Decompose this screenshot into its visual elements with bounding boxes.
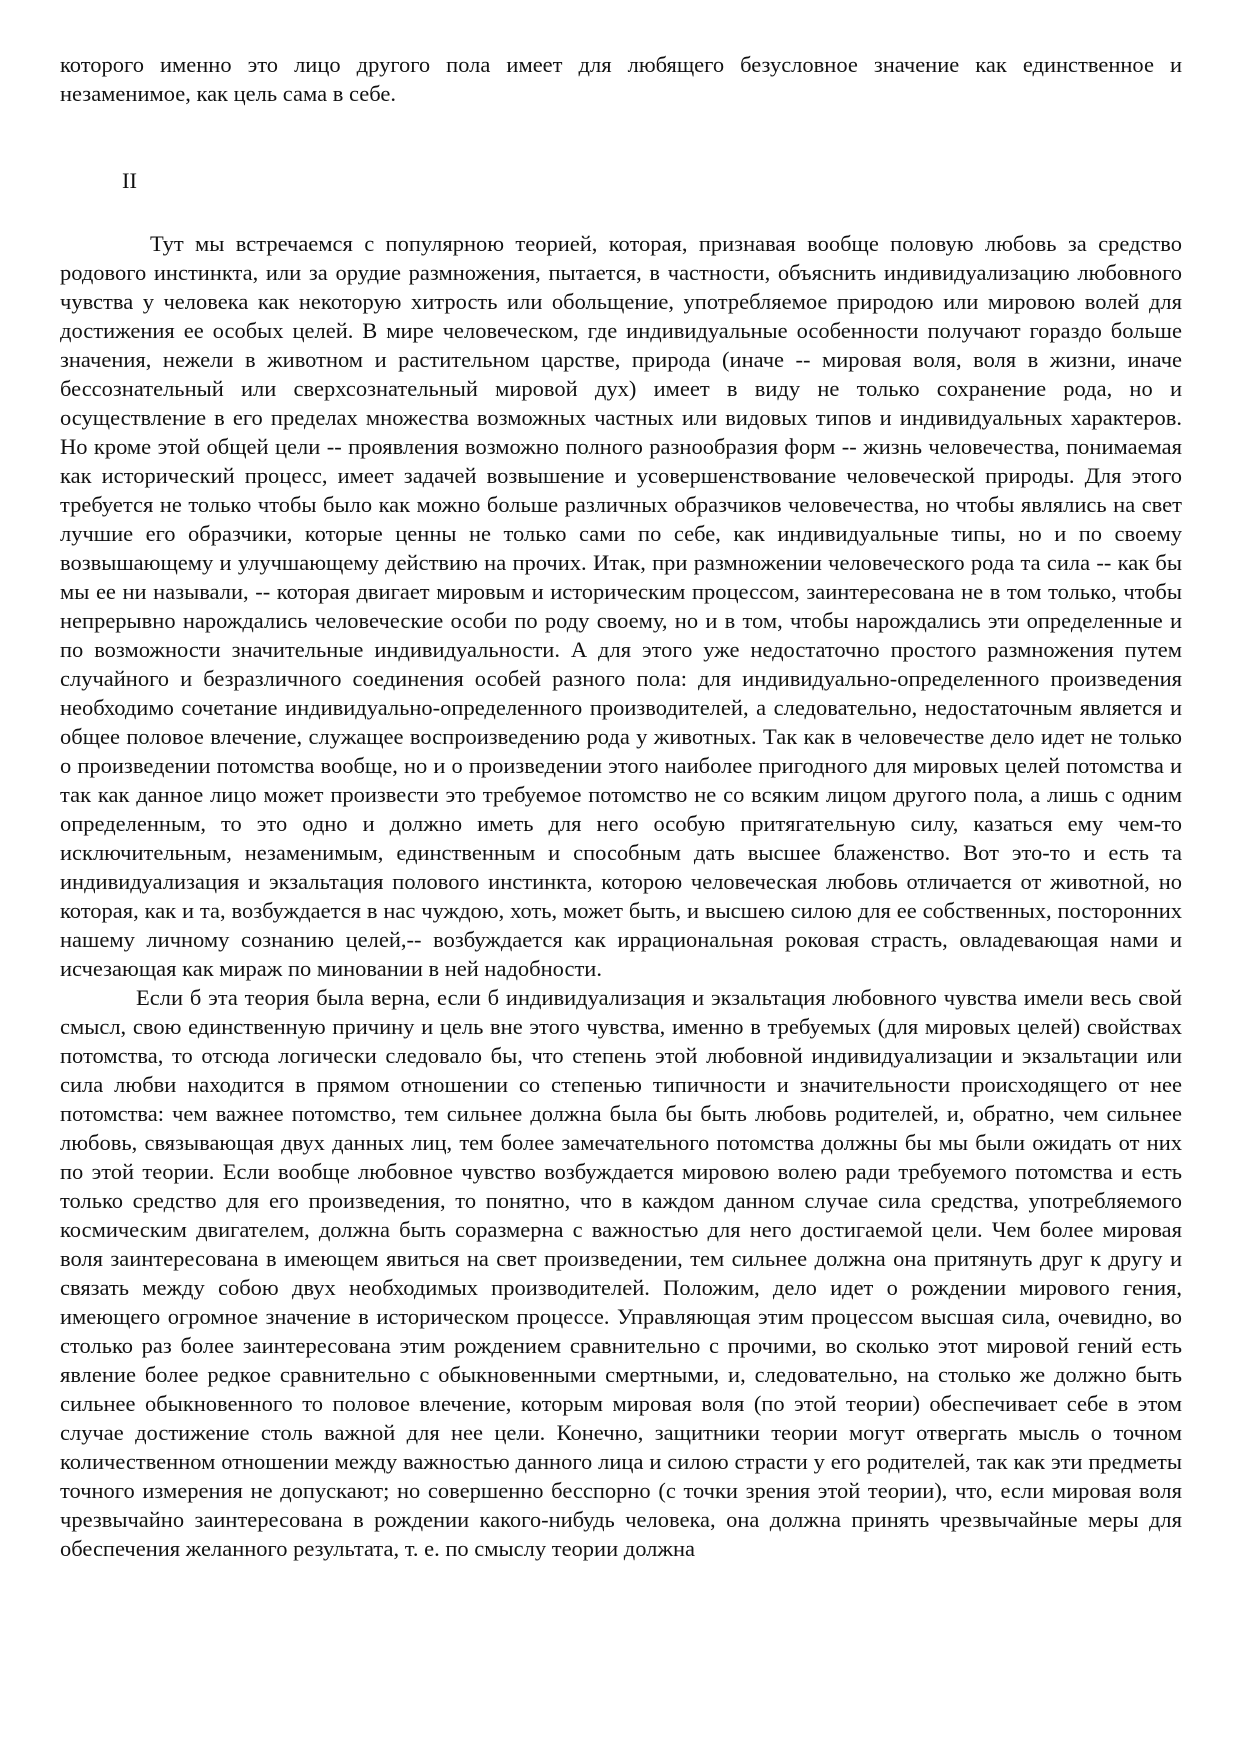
body-paragraph: Если б эта теория была верна, если б индивидуализация и экзальтация любовного чувства имели весь свой смысл, свою единственную причину и цель вне этого чувства, именно в требуемых (для мировых целей) свойствах потомства, то отсюда логически следовало бы, что степень этой любовной индивидуализации и экзальтации или сила любви находится в прямом отношении со степенью типичности и значительности происходящего от нее потомства: чем важнее потомство, тем сильнее должна была бы быть любовь родителей, и, обратно, чем сильнее любовь, связывающая двух данных лиц, тем более замечательного потомства должны бы мы были ожидать от них по этой теории. Если вообще любовное чувство возбуждается мировою волею ради требуемого потомства и есть только средство для его произведения, то понятно, что в каждом данном случае сила средства, употребляемого космическим двигателем, должна быть соразмерна с важностью для него достигаемой цели. Чем более мировая воля заинтересована в имеющем явиться на свет произведении, тем сильнее должна она притянуть друг к другу и связать между собою двух необходимых производителей. Положим, дело идет о рождении мирового гения, имеющего огромное значение в историческом процессе. Управляющая этим процессом высшая сила, очевидно, во столько раз более заинтересована этим рождением сравнительно с прочими, во сколько этот мировой гений есть явление более редкое сравнительно с обыкновенными смертными, и, следовательно, на столько же должно быть сильнее обыкновенного то половое влечение, которым мировая воля (по этой теории) обеспечивает себе в этом случае достижение столь важной для нее цели. Конечно, защитники теории могут отвергать мысль о точном количественном отношении между важностью данного лица и силою страсти у его родителей, так как эти предметы точного измерения не допускают; но совершенно бесспорно (с точки зрения этой теории), что, если мировая воля чрезвычайно заинтересована в рождении какого-нибудь человека, она должна принять чрезвычайные меры для обеспечения желанного результата, т. е. по смыслу теории должна [60, 985, 1182, 1561]
section-number: II [122, 168, 137, 193]
body-paragraph: Тут мы встречаемся с популярною теорией, которая, признавая вообще половую любовь за средство родового инстинкта, или за орудие размножения, пытается, в частности, объяснить индивидуализацию любовного чувства у человека как некоторую хитрость или обольщение, употребляемое природою или мировою волей для достижения ее особых целей. В мире человеческом, где индивидуальные особенности получают гораздо больше значения, нежели в животном и растительном царстве, природа (иначе -- мировая воля, воля в жизни, иначе бессознательный или сверхсознательный мировой дух) имеет в виду не только сохранение рода, но и осуществление в его пределах множества возможных частных или видовых типов и индивидуальных характеров. Но кроме этой общей цели -- проявления возможно полного разнообразия форм -- жизнь человечества, понимаемая как исторический процесс, имеет задачей возвышение и усовершенствование человеческой природы. Для этого требуется не только чтобы было как можно больше различных образчиков человечества, но чтобы являлись на свет лучшие его образчики, которые ценны не только сами по себе, как индивидуальные типы, но и по своему возвышающему и улучшающему действию на прочих. Итак, при размножении человеческого рода та сила -- как бы мы ее ни называли, -- которая двигает мировым и историческим процессом, заинтересована не в том только, чтобы непрерывно нарождались человеческие особи по роду своему, но и в том, чтобы нарождались эти определенные и по возможности значительные индивидуальности. А для этого уже недостаточно простого размножения путем случайного и безразличного соединения особей разного пола: для индивидуально-определенного произведения необходимо сочетание индивидуально-определенного производителей, а следовательно, недостаточным является и общее половое влечение, служащее воспроизведению рода у животных. Так как в человечестве дело идет не только о произведении потомства вообще, но и о произведении этого наиболее пригодного для мировых целей потомства и так как данное лицо может произвести это требуемое потомство не со всяким лицом другого пола, а лишь с одним определенным, то это одно и должно иметь для него особую притягательную силу, казаться ему чем-то исключительным, незаменимым, единственным и способным дать высшее блаженство. Вот это-то и есть та индивидуализация и экзальтация полового инстинкта, которою человеческая любовь отличается от животной, но которая, как и та, возбуждается в нас чуждою, хоть, может быть, и высшею силою для ее собственных, посторонних нашему личному сознанию целей,-- возбуждается как иррациональная роковая страсть, овладевающая нами и исчезающая как мираж по миновании в ней надобности. [60, 231, 1182, 981]
opening-paragraph: которого именно это лицо другого пола имеет для любящего безусловное значение как единственное и незаменимое, как цель сама в себе. [60, 52, 1182, 106]
document-page [60, 50, 1182, 1563]
